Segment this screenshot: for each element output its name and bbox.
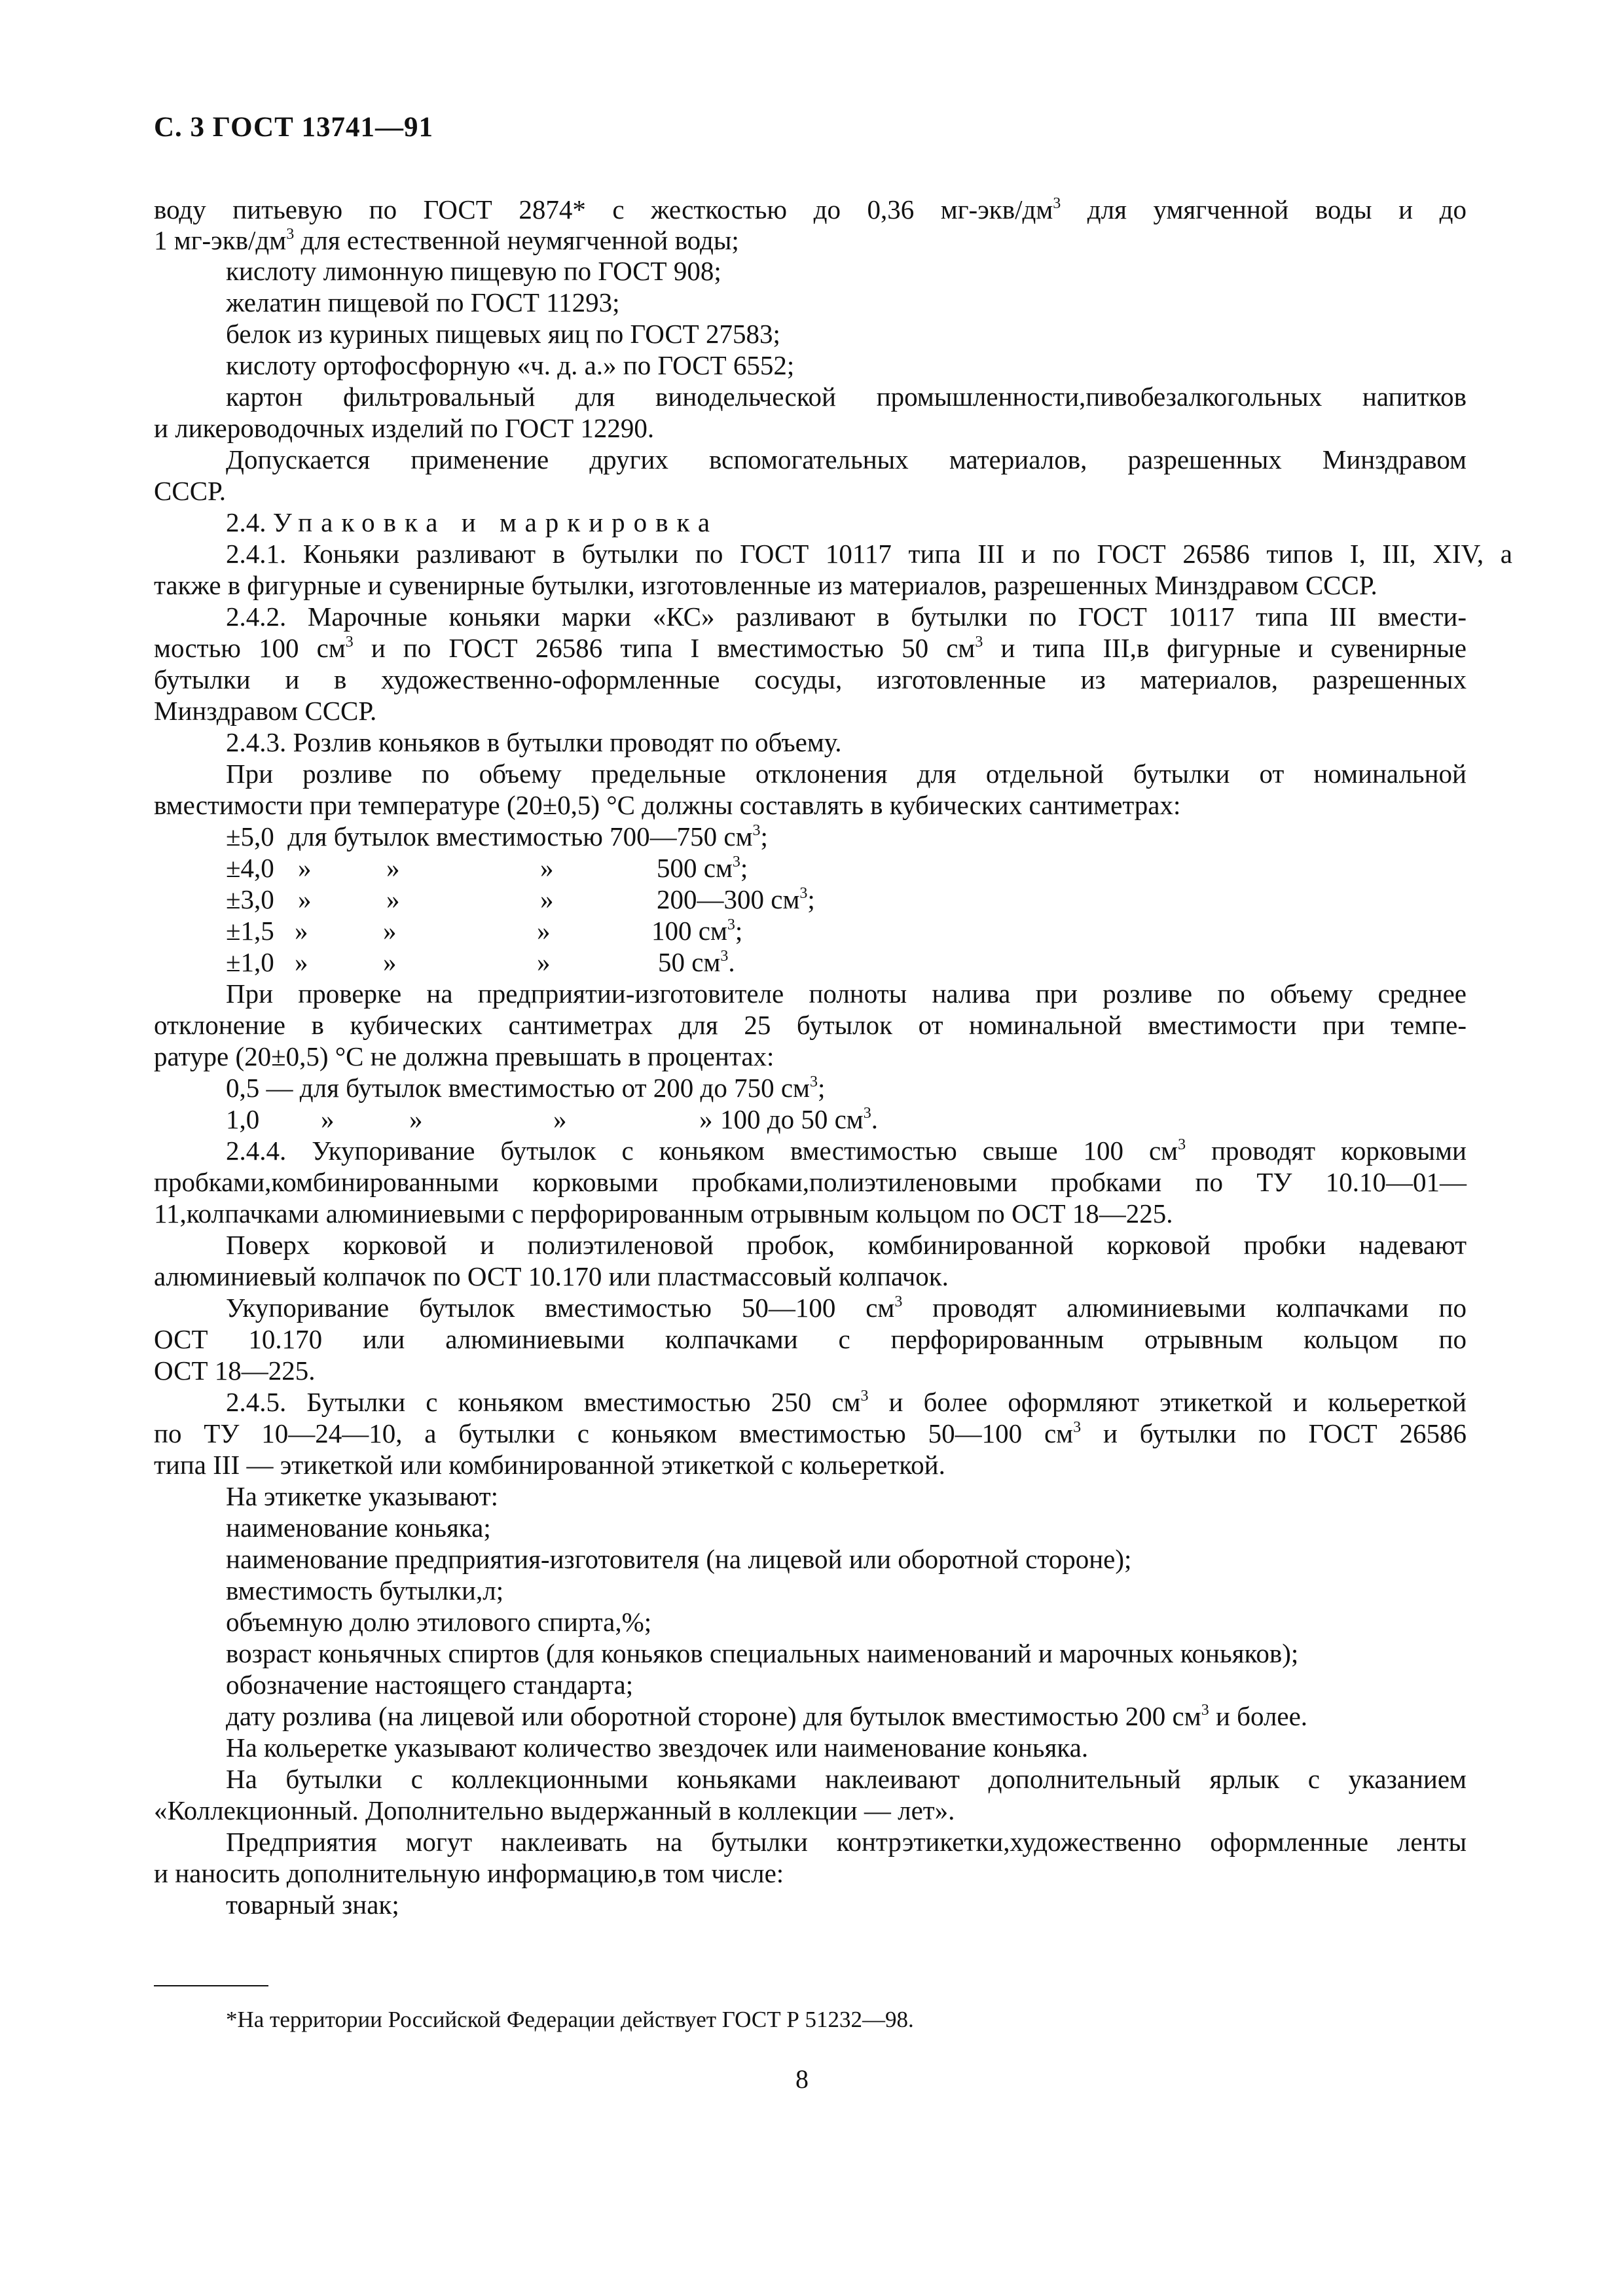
text-line: обозначение настоящего стандарта; bbox=[226, 1670, 634, 1700]
ditto-mark: » bbox=[409, 1104, 423, 1134]
text-line: СССР. bbox=[154, 476, 226, 506]
text-line: алюминиевый колпачок по ОСТ 10.170 или пластмассовый колпачок. bbox=[154, 1261, 949, 1291]
section-heading: 2.4. Упаковка и маркировка bbox=[226, 507, 719, 537]
percent-row: 1,0 bbox=[226, 1104, 260, 1134]
text-line: отклонение в кубических сантиметрах для 25 бутылок от номинальной вместимости при темпе- bbox=[154, 1010, 1467, 1040]
text-line: кислоту ортофосфорную «ч. д. а.» по ГОСТ 6552; bbox=[226, 350, 795, 380]
text-line: вместимость бутылки,л; bbox=[226, 1575, 504, 1605]
text-line: также в фигурные и сувенирные бутылки, изготовленные из материалов, разрешенных Минздравом СССР. bbox=[154, 570, 1377, 600]
text-line: 0,5 — для бутылок вместимостью от 200 до 750 $см^3$; bbox=[226, 1073, 826, 1103]
text-line: пробками,комбинированными корковыми пробками,полиэтиленовыми пробками по ТУ 10.10—01— bbox=[154, 1167, 1467, 1197]
text-line: ОСТ 18—225. bbox=[154, 1355, 316, 1386]
ditto-mark: » bbox=[295, 947, 308, 977]
page-number: 8 bbox=[795, 2064, 809, 2094]
text-line: возраст коньячных спиртов (для коньяков специальных наименований и марочных коньяков); bbox=[226, 1638, 1299, 1668]
text-line: бутылки и в художественно-оформленные сосуды, изготовленные из материалов, разрешенных bbox=[154, 664, 1467, 694]
text-line: объемную долю этилового спирта,%; bbox=[226, 1607, 652, 1637]
ditto-mark: » bbox=[386, 853, 400, 883]
text-line: Поверх корковой и полиэтиленовой пробок, комбинированной корковой пробки надевают bbox=[226, 1230, 1467, 1260]
tolerance-volume: 100 $см^3$; bbox=[651, 916, 743, 946]
text-line: Допускается применение других вспомогательных материалов, разрешенных Минздравом bbox=[226, 444, 1467, 475]
text-line: по ТУ 10—24—10, а бутылки с коньяком вместимостью 50—100 $см^3$ и бутылки по ГОСТ 26586 bbox=[154, 1418, 1467, 1448]
text-line: кислоту лимонную пищевую по ГОСТ 908; bbox=[226, 256, 721, 286]
ditto-mark: » bbox=[553, 1104, 567, 1134]
ditto-mark: » bbox=[295, 916, 308, 946]
tolerance-row: ±5,0 для бутылок вместимостью 700—750 $см^3$; bbox=[226, 821, 768, 852]
ditto-mark: » bbox=[699, 1104, 713, 1134]
text-line: Предприятия могут наклеивать на бутылки контрэтикетки,художественно оформленные ленты bbox=[226, 1827, 1467, 1857]
ditto-mark: » bbox=[540, 884, 554, 914]
footnote: *На территории Российской Федерации действует ГОСТ Р 51232—98. bbox=[226, 2007, 914, 2032]
text-line: Укупоривание бутылок вместимостью 50—100 $см^3$ проводят алюминиевыми колпачками по bbox=[226, 1293, 1467, 1323]
text-line: вместимости при температуре (20±0,5) °С должны составлять в кубических сантиметрах: bbox=[154, 790, 1181, 820]
text-line: картон фильтровальный для винодельческой промышленности,пивобезалкогольных напитков bbox=[226, 382, 1467, 412]
text-line: желатин пищевой по ГОСТ 11293; bbox=[226, 287, 620, 317]
text-line: 11,колпачками алюминиевыми с перфорированным отрывным кольцом по ОСТ 18—225. bbox=[154, 1198, 1173, 1229]
ditto-mark: » bbox=[540, 853, 554, 883]
text-line: 2.4.1. Коньяки разливают в бутылки по ГОСТ 10117 типа III и по ГОСТ 26586 типов I, III, XIV, а bbox=[226, 539, 1512, 569]
text-line: 1 $мг-экв/дм^3$ для естественной неумягченной воды; bbox=[154, 225, 739, 255]
text-line: 2.4.5. Бутылки с коньяком вместимостью 250 $см^3$ и более оформляют этикеткой и кольереткой bbox=[226, 1387, 1467, 1417]
tolerance-row: ±1,0 bbox=[226, 947, 274, 977]
tolerance-volume: 500 $см^3$; bbox=[657, 853, 748, 883]
ditto-mark: » bbox=[298, 853, 312, 883]
text-line: типа III — этикеткой или комбинированной этикеткой с кольереткой. bbox=[154, 1450, 945, 1480]
text-line: 2.4.2. Марочные коньяки марки «КС» разливают в бутылки по ГОСТ 10117 типа III вмести- bbox=[226, 601, 1467, 632]
ditto-mark: » bbox=[383, 916, 397, 946]
text-line: белок из куриных пищевых яиц по ГОСТ 27583; bbox=[226, 319, 780, 349]
ditto-mark: » bbox=[386, 884, 400, 914]
ditto-mark: » bbox=[298, 884, 312, 914]
text-line: При розливе по объему предельные отклонения для отдельной бутылки от номинальной bbox=[226, 759, 1467, 789]
ditto-mark: » bbox=[321, 1104, 335, 1134]
text-line: наименование коньяка; bbox=[226, 1513, 491, 1543]
text-line: воду питьевую по ГОСТ 2874* с жесткостью до 0,36 $мг-экв/дм^3$ для умягченной воды и до bbox=[154, 194, 1467, 224]
text-line: «Коллекционный. Дополнительно выдержанный в коллекции — лет». bbox=[154, 1795, 955, 1825]
tolerance-volume: 50 $см^3$. bbox=[658, 947, 735, 977]
text-line: Минздравом СССР. bbox=[154, 696, 377, 726]
footnote-rule bbox=[154, 1985, 268, 1986]
tolerance-row: ±1,5 bbox=[226, 916, 274, 946]
ditto-mark: » bbox=[537, 916, 551, 946]
text-line: ОСТ 10.170 или алюминиевыми колпачками с перфорированным отрывным кольцом по bbox=[154, 1324, 1467, 1354]
text-line: 2.4.3. Розлив коньяков в бутылки проводят по объему. bbox=[226, 727, 842, 757]
text-line: На этикетке указывают: bbox=[226, 1481, 499, 1511]
text-line: и наносить дополнительную информацию,в том числе: bbox=[154, 1858, 784, 1888]
text-line: ратуре (20±0,5) °С не должна превышать в процентах: bbox=[154, 1041, 775, 1071]
text-line: При проверке на предприятии-изготовителе полноты налива при розливе по объему среднее bbox=[226, 978, 1467, 1009]
text-line: мостью 100 $см^3$ и по ГОСТ 26586 типа I вместимостью 50 $см^3$ и типа III,в фигурные и сувенирные bbox=[154, 633, 1467, 663]
text-line: дату розлива (на лицевой или оборотной стороне) для бутылок вместимостью 200 $см^3$ и более. bbox=[226, 1701, 1308, 1731]
text-line: и ликероводочных изделий по ГОСТ 12290. bbox=[154, 413, 655, 443]
tolerance-row: ±4,0 bbox=[226, 853, 274, 883]
text-line: товарный знак; bbox=[226, 1890, 399, 1920]
text-line: На бутылки с коллекционными коньяками наклеивают дополнительный ярлык с указанием bbox=[226, 1764, 1467, 1794]
page-header: С. 3 ГОСТ 13741—91 bbox=[154, 112, 434, 143]
ditto-mark: » bbox=[383, 947, 397, 977]
percent-volume: 100 до 50 $см^3$. bbox=[720, 1104, 879, 1134]
text-line: 2.4.4. Укупоривание бутылок с коньяком вместимостью свыше 100 $см^3$ проводят корковыми bbox=[226, 1136, 1467, 1166]
tolerance-row: ±3,0 bbox=[226, 884, 274, 914]
text-line: наименование предприятия-изготовителя (на лицевой или оборотной стороне); bbox=[226, 1544, 1132, 1574]
tolerance-volume: 200—300 $см^3$; bbox=[657, 884, 815, 914]
ditto-mark: » bbox=[537, 947, 551, 977]
text-line: На кольеретке указывают количество звездочек или наименование коньяка. bbox=[226, 1732, 1089, 1763]
